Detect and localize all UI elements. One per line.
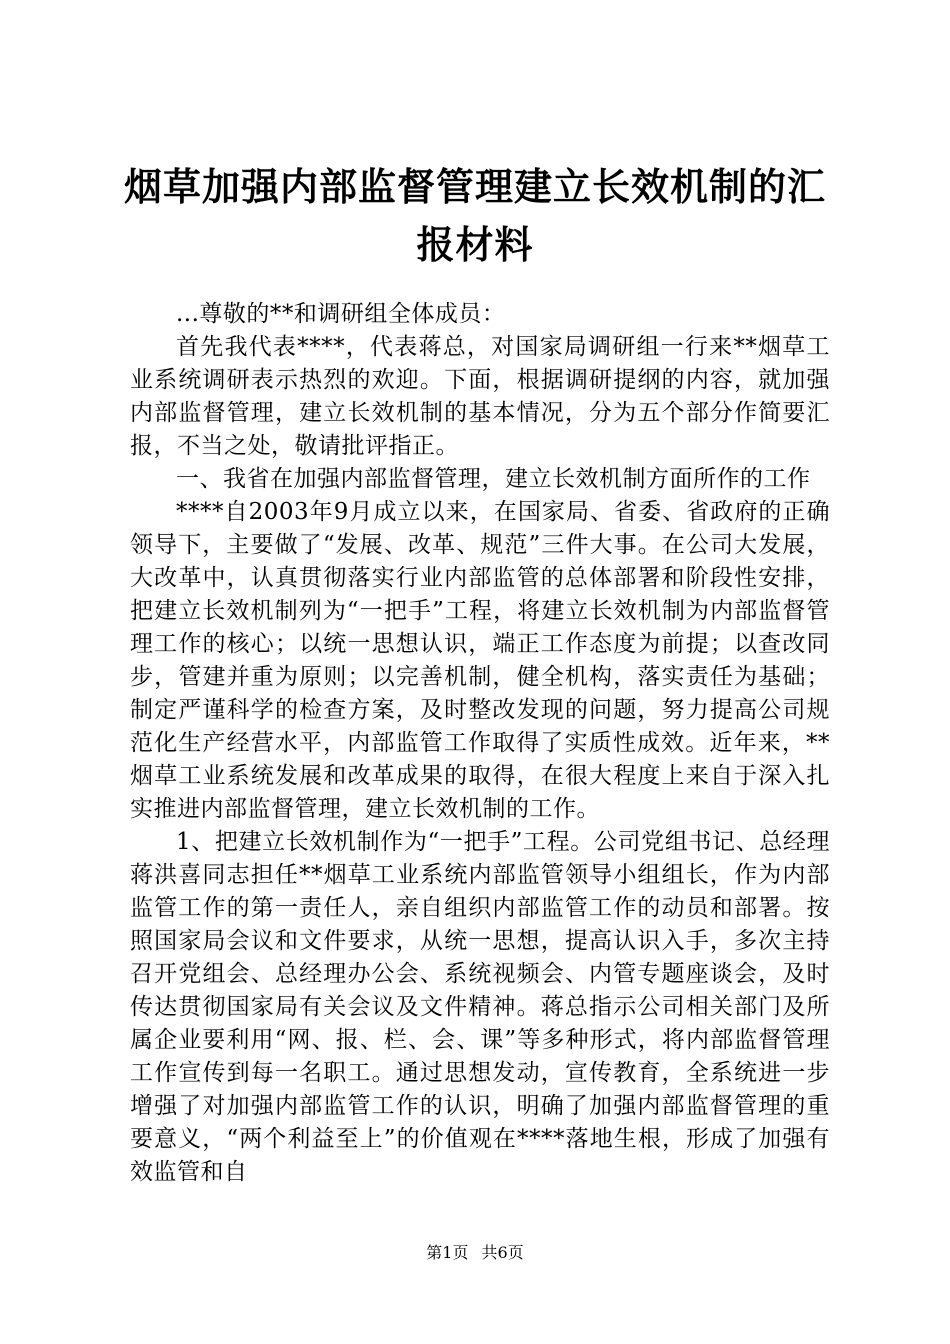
intro-paragraph: 首先我代表****，代表蒋总，对国家局调研组一行来**烟草工业系统调研表示热烈的欢迎。下面，根据调研提纲的内容，就加强内部监督管理，建立长效机制的基本情况，分为五个部分作简要汇报，不当之处，敬请批评指正。 <box>130 334 830 459</box>
page-total: 共6页 <box>481 1243 524 1262</box>
document-title: 烟草加强内部监督管理建立长效机制的汇报材料 <box>123 164 826 267</box>
body-paragraph: 1、把建立长效机制作为“一把手”工程。公司党组书记、总经理蒋洪喜同志担任**烟草工业系统内部监管领导小组组长，作为内部监管工作的第一责任人，亲自组织内部监管工作的动员和部署。按照国家局会议和文件要求，从统一思想，提高认识入手，多次主持召开党组会、总经理办公会、系统视频会、内管专题座谈会，及时传达贯彻国家局有关会议及文件精神。蒋总指示公司相关部门及所属企业要利用“网、报、栏、会、课”等多种形式，将内部监督管理工作宣传到每一名职工。通过思想发动，宣传教育，全系统进一步增强了对加强内部监管工作的认识，明确了加强内部监督管理的重要意义，“两个利益至上”的价值观在****落地生根，形成了加强有效监管和自 <box>130 829 830 1185</box>
page-footer <box>0 1243 950 1263</box>
section-heading: 一、我省在加强内部监督管理，建立长效机制方面所作的工作 <box>176 466 811 492</box>
page-number: 第1页 <box>426 1243 469 1262</box>
body-paragraph: ****自2003年9月成立以来，在国家局、省委、省政府的正确领导下，主要做了“发展、改革、规范”三件大事。在公司大发展，大改革中，认真贯彻落实行业内部监管的总体部署和阶段性安排，把建立长效机制列为“一把手”工程，将建立长效机制为内部监督管理工作的核心；以统一思想认识，端正工作态度为前提；以查改同步，管建并重为原则；以完善机制，健全机构，落实责任为基础；制定严谨科学的检查方案，及时整改发现的问题，努力提高公司规范化生产经营水平，内部监管工作取得了实质性成效。近年来，**烟草工业系统发展和改革成果的取得，在很大程度上来自于深入扎实推进内部监督管理，建立长效机制的工作。 <box>130 499 830 822</box>
salutation-paragraph: ...尊敬的**和调研组全体成员： <box>176 301 506 327</box>
document-body <box>130 298 830 1189</box>
